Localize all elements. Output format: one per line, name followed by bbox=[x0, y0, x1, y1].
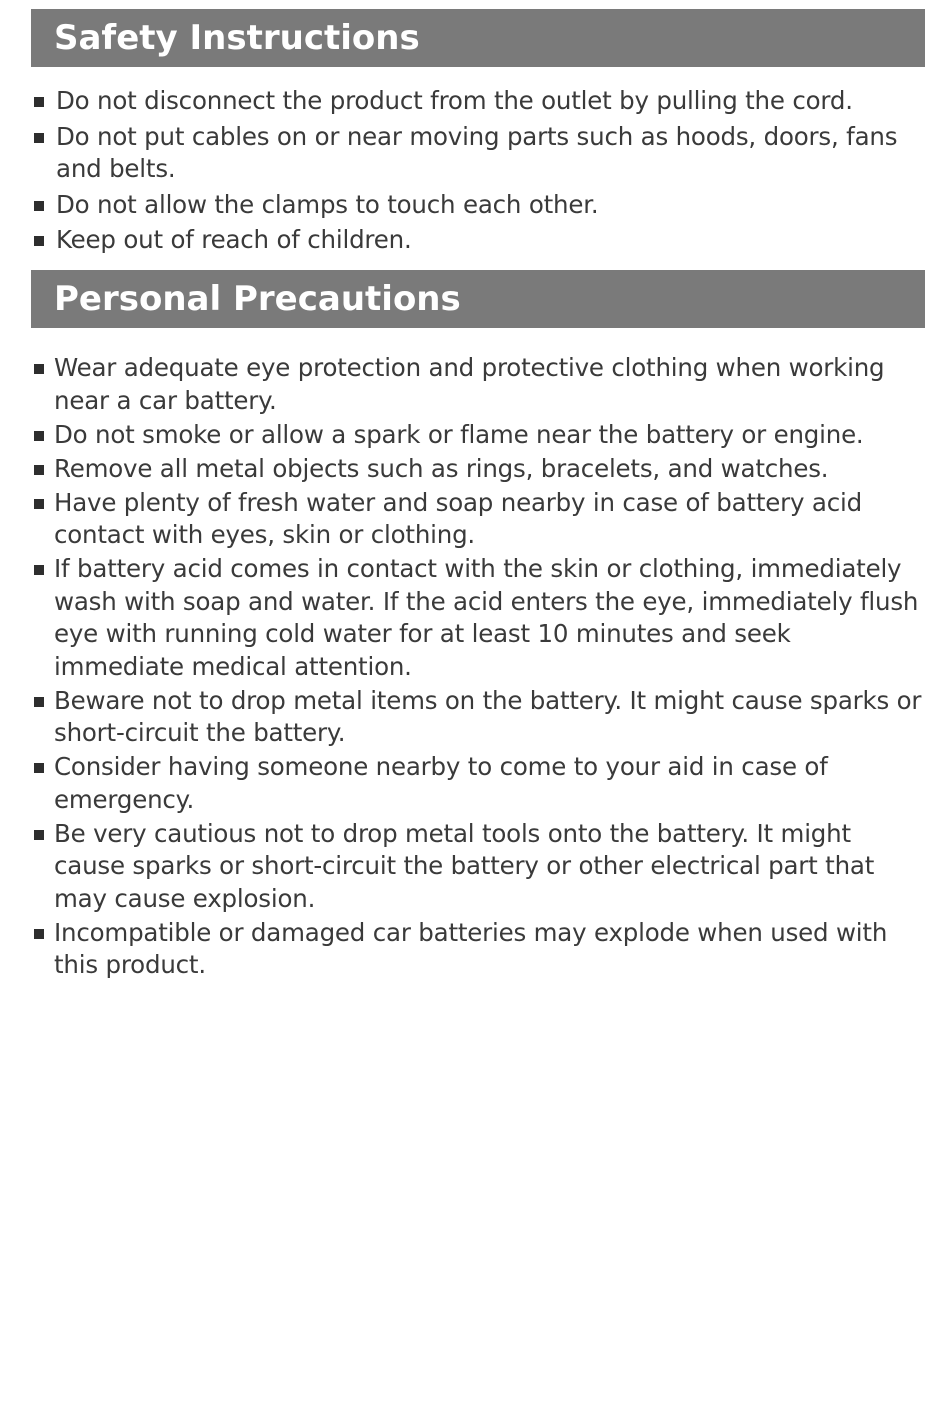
list-item bbox=[31, 487, 925, 552]
list-item-text: Keep out of reach of children. bbox=[56, 225, 412, 254]
safety-instructions-header bbox=[31, 9, 925, 67]
square-bullet-icon bbox=[34, 929, 44, 939]
square-bullet-icon bbox=[34, 236, 44, 246]
list-item bbox=[31, 224, 921, 257]
list-item-text: Do not allow the clamps to touch each other. bbox=[56, 189, 599, 219]
section-title: Safety Instructions bbox=[54, 18, 420, 58]
list-item bbox=[31, 553, 925, 683]
list-item-text: Wear adequate eye protection and protective clothing when working near a car battery. bbox=[54, 353, 885, 415]
list-item bbox=[31, 121, 921, 186]
list-item-text: Remove all metal objects such as rings, bracelets, and watches. bbox=[54, 453, 829, 483]
square-bullet-icon bbox=[34, 364, 44, 374]
section-title: Personal Precautions bbox=[54, 279, 461, 319]
square-bullet-icon bbox=[34, 133, 44, 143]
square-bullet-icon bbox=[34, 97, 44, 107]
list-item-text: Do not disconnect the product from the outlet by pulling the cord. bbox=[56, 86, 853, 115]
list-item bbox=[31, 419, 925, 452]
list-item-text: Consider having someone nearby to come to your aid in case of emergency. bbox=[54, 752, 828, 814]
square-bullet-icon bbox=[34, 697, 44, 707]
list-item-text: Have plenty of fresh water and soap nearby in case of battery acid contact with eyes, skin or clothing. bbox=[54, 487, 862, 549]
list-item bbox=[31, 453, 925, 486]
square-bullet-icon bbox=[34, 763, 44, 773]
list-item-text: Be very cautious not to drop metal tools onto the battery. It might cause sparks or short-circuit the battery or other electrical part that may cause explosion. bbox=[54, 818, 875, 913]
square-bullet-icon bbox=[34, 830, 44, 840]
list-item bbox=[31, 85, 921, 118]
list-item bbox=[31, 818, 925, 916]
personal-precautions-list bbox=[31, 352, 925, 983]
list-item-text: Incompatible or damaged car batteries may explode when used with this product. bbox=[54, 917, 888, 979]
list-item bbox=[31, 352, 925, 417]
square-bullet-icon bbox=[34, 465, 44, 475]
list-item-text: If battery acid comes in contact with the skin or clothing, immediately wash with soap and water. If the acid enters the eye, immediately flush eye with running cold water for at least 10 minutes and seek immediate medical attention. bbox=[54, 554, 919, 681]
square-bullet-icon bbox=[34, 431, 44, 441]
list-item bbox=[31, 917, 925, 982]
square-bullet-icon bbox=[34, 565, 44, 575]
personal-precautions-header bbox=[31, 270, 925, 328]
list-item bbox=[31, 189, 921, 222]
list-item-text: Do not put cables on or near moving parts such as hoods, doors, fans and belts. bbox=[56, 121, 898, 183]
list-item bbox=[31, 751, 925, 816]
square-bullet-icon bbox=[34, 201, 44, 211]
list-item-text: Do not smoke or allow a spark or flame near the battery or engine. bbox=[54, 419, 864, 449]
square-bullet-icon bbox=[34, 499, 44, 509]
list-item-text: Beware not to drop metal items on the battery. It might cause sparks or short-circuit the battery. bbox=[54, 685, 922, 747]
list-item bbox=[31, 685, 925, 750]
safety-instructions-list bbox=[31, 85, 921, 260]
